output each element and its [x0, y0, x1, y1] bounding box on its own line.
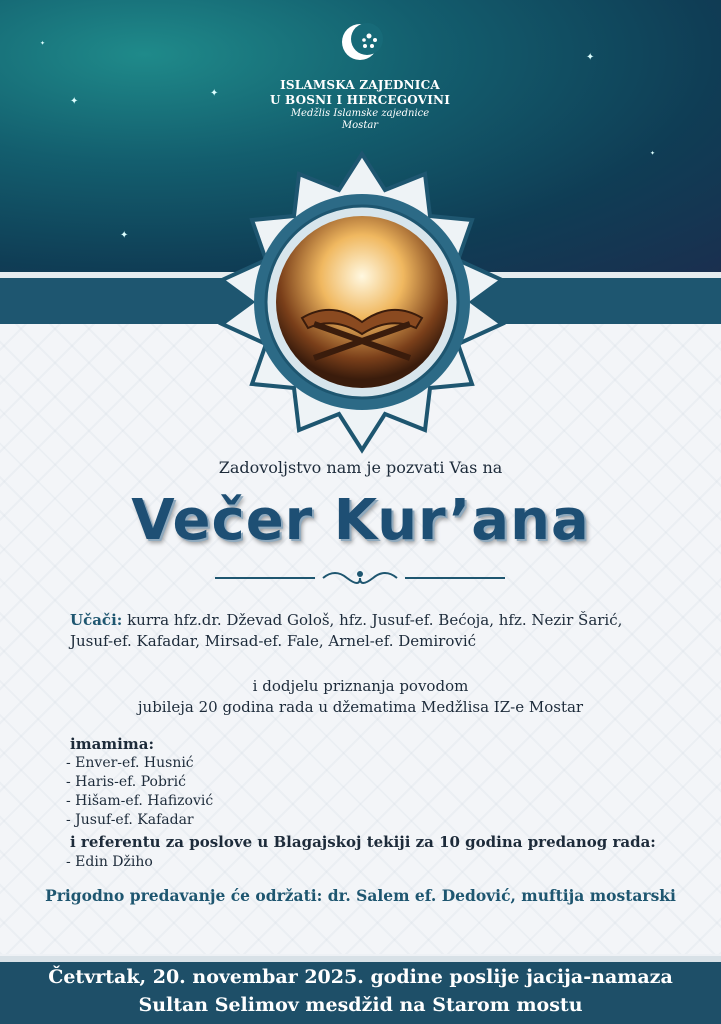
org-name-line2: U BOSNI I HERCEGOVINI [269, 93, 451, 107]
org-city: Mostar [341, 120, 379, 131]
org-subname: Medžlis Islamske zajednice [290, 108, 430, 119]
award-block [0, 676, 721, 718]
list-item: - Enver-ef. Husnić [66, 755, 194, 771]
date-location-band [0, 956, 721, 1024]
reciters-label: Učači: [70, 611, 123, 629]
imams-list [66, 754, 466, 830]
crescent-logo-icon [338, 18, 386, 66]
star-icon: ✦ [120, 230, 129, 241]
award-line1: i dodjelu priznanja povodom [252, 677, 469, 695]
list-item: - Jusuf-ef. Kafadar [66, 812, 194, 828]
event-title: Večer Kur’ana [131, 488, 590, 553]
event-date: Četvrtak, 20. novembar 2025. godine poslije jacija-namaza [48, 966, 673, 988]
invitation-text: Zadovoljstvo nam je pozvati Vas na [218, 458, 503, 477]
imams-heading: imamima: [70, 735, 154, 753]
reciters-block [70, 610, 670, 652]
referent-heading: i referentu za poslove u Blagajskoj tekiji za 10 godina predanog rada: [70, 833, 656, 851]
quran-medallion-image [210, 150, 514, 454]
star-icon: ✦ [70, 96, 79, 107]
ornament-divider [215, 568, 505, 588]
event-location: Sultan Selimov mesdžid na Starom mostu [138, 994, 583, 1016]
reciters-line1: kurra hfz.dr. Dževad Gološ, hfz. Jusuf-ef. Bećoja, hfz. Nezir Šarić, [122, 611, 623, 629]
referent-item: - Edin Džiho [66, 854, 153, 870]
organization-block [260, 78, 460, 132]
star-icon: ✦ [40, 40, 46, 47]
star-icon: ✦ [650, 150, 656, 157]
list-item: - Hišam-ef. Hafizović [66, 793, 214, 809]
award-line2: jubileja 20 godina rada u džematima Medžlisa IZ-e Mostar [137, 698, 584, 716]
lecture-text: Prigodno predavanje će održati: dr. Salem ef. Dedović, muftija mostarski [45, 886, 676, 905]
org-name-line1: ISLAMSKA ZAJEDNICA [280, 78, 440, 92]
star-icon: ✦ [586, 52, 595, 63]
star-icon: ✦ [210, 88, 219, 99]
reciters-line2: Jusuf-ef. Kafadar, Mirsad-ef. Fale, Arnel-ef. Demirović [70, 632, 477, 650]
list-item: - Haris-ef. Pobrić [66, 774, 186, 790]
